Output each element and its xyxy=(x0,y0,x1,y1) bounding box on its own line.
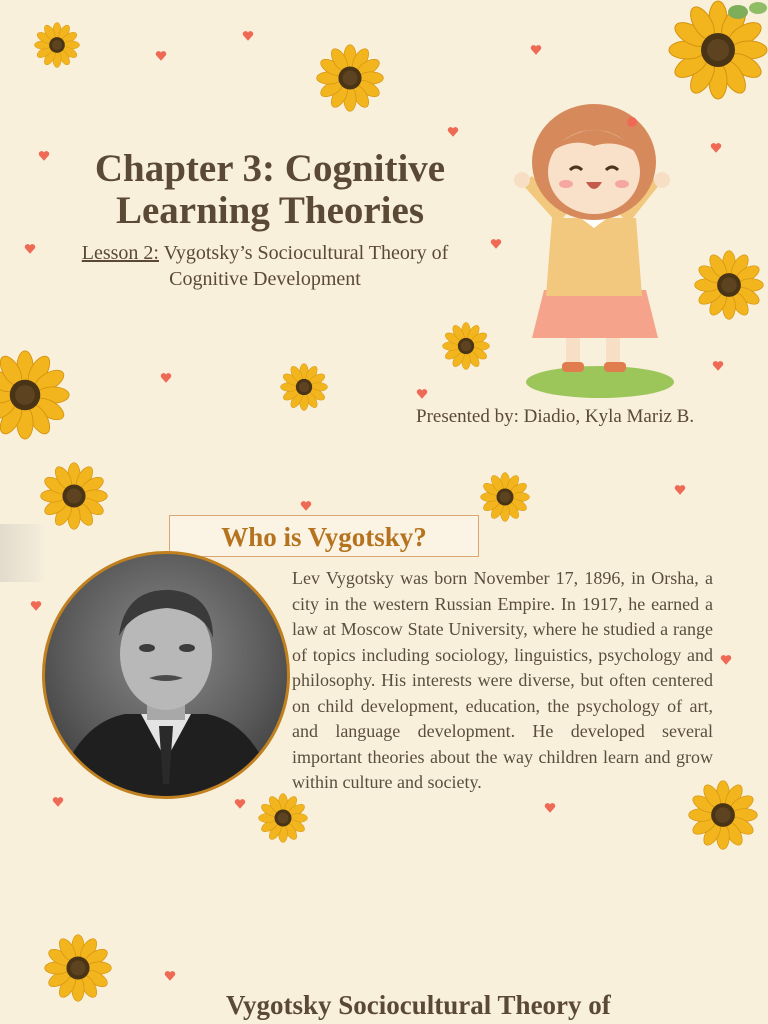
biography-paragraph: Lev Vygotsky was born November 17, 1896, in Orsha, a city in the western Russian Empire. In 1917, he earned a law at Moscow State University, where he studied a range of topics including sociology, linguistics, psychology and philosophy. His interests were diverse, but often centered on child development, education, the psychology of art, and language development. He developed several important theories about the way children learn and grow within culture and society. xyxy=(292,568,713,792)
leaf-icon xyxy=(724,0,768,30)
cartoon-girl-illustration xyxy=(508,100,678,400)
heart-icon xyxy=(155,50,167,62)
heart-icon xyxy=(447,126,459,138)
heart-icon xyxy=(160,372,172,384)
heart-icon xyxy=(674,484,686,496)
section-heading-box: Who is Vygotsky? xyxy=(169,515,479,557)
next-section-heading: Vygotsky Sociocultural Theory of xyxy=(226,990,611,1020)
heart-icon xyxy=(242,30,254,42)
lesson-label: Lesson 2: xyxy=(81,242,159,264)
page-title: Chapter 3: Cognitive Learning Theories xyxy=(94,147,446,232)
heart-icon xyxy=(164,970,176,982)
sunflower-icon xyxy=(442,322,490,370)
heart-icon xyxy=(416,388,428,400)
heart-icon xyxy=(300,500,312,512)
side-tab xyxy=(0,524,46,582)
lesson-title: Vygotsky’s Sociocultural Theory of Cognitive Development xyxy=(158,242,449,290)
sunflower-icon xyxy=(316,44,384,112)
sunflower-icon xyxy=(258,793,308,843)
heart-icon xyxy=(720,654,732,666)
heart-icon xyxy=(24,243,36,255)
sunflower-icon xyxy=(34,22,80,68)
heart-icon xyxy=(530,44,542,56)
sunflower-icon xyxy=(480,472,530,522)
portrait-figure xyxy=(45,554,287,796)
heart-icon xyxy=(30,600,42,612)
vygotsky-portrait-photo xyxy=(42,551,290,799)
sunflower-icon xyxy=(0,350,70,440)
sunflower-icon xyxy=(44,934,112,1002)
sunflower-icon xyxy=(694,250,764,320)
sunflower-icon xyxy=(40,462,108,530)
lesson-subtitle xyxy=(70,240,460,292)
sunflower-icon xyxy=(280,363,328,411)
heart-icon xyxy=(234,798,246,810)
heart-icon xyxy=(544,802,556,814)
heart-icon xyxy=(38,150,50,162)
heart-icon xyxy=(52,796,64,808)
heart-icon xyxy=(490,238,502,250)
heart-icon xyxy=(712,360,724,372)
presenter-line: Presented by: Diadio, Kyla Mariz B. xyxy=(416,406,695,427)
heart-icon xyxy=(710,142,722,154)
